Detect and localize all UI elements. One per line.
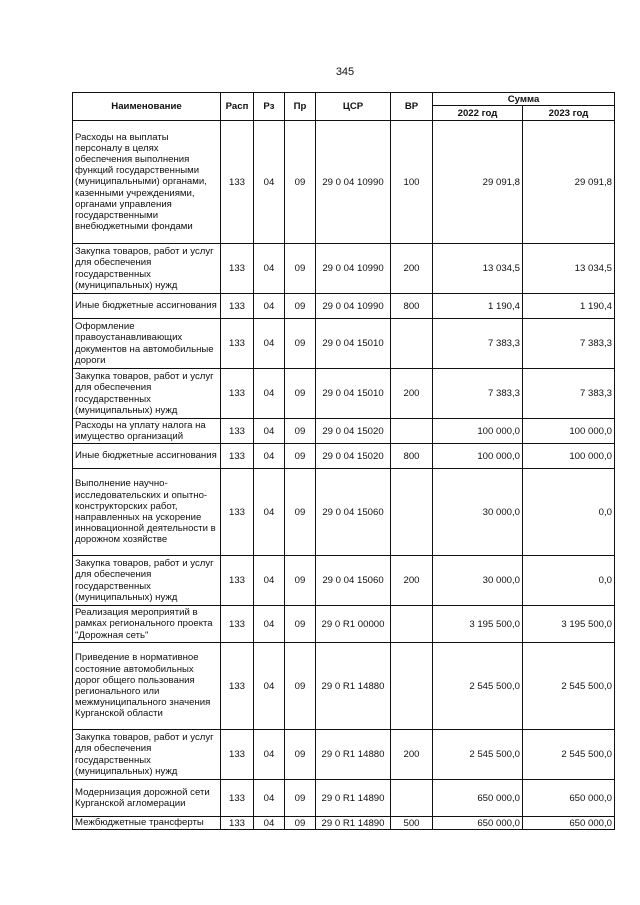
table-body	[73, 121, 615, 830]
cell-name: Межбюджетные трансферты	[73, 817, 221, 830]
cell-name: Расходы на выплаты персоналу в целях обеспечения выполнения функций государственными (муниципальными) органами, казенными учреждениями, органами управления государственными внебюджетными фондами	[73, 121, 221, 244]
cell-name: Закупка товаров, работ и услуг для обеспечения государственных (муниципальных) нужд	[73, 556, 221, 606]
cell-rz: 04	[254, 469, 285, 556]
cell-name: Закупка товаров, работ и услуг для обеспечения государственных (муниципальных) нужд	[73, 730, 221, 780]
cell-pr: 09	[285, 319, 316, 369]
cell-name: Модернизация дорожной сети Курганской агломерации	[73, 780, 221, 817]
table-row	[73, 369, 615, 419]
cell-vr: 100	[391, 121, 433, 244]
cell-name: Приведение в нормативное состояние автомобильных дорог общего пользования регионального или межмуниципального значения Курганской области	[73, 643, 221, 730]
cell-pr: 09	[285, 369, 316, 419]
cell-sum-2023: 29 091,8	[523, 121, 615, 244]
cell-rz: 04	[254, 444, 285, 469]
cell-rasp: 133	[221, 606, 254, 643]
cell-rz: 04	[254, 780, 285, 817]
cell-sum-2023: 0,0	[523, 469, 615, 556]
cell-name: Оформление правоустанавливающих документов на автомобильные дороги	[73, 319, 221, 369]
cell-rz: 04	[254, 369, 285, 419]
cell-sum-2022: 7 383,3	[433, 369, 523, 419]
table-row	[73, 244, 615, 294]
cell-name: Реализация мероприятий в рамках регионального проекта "Дорожная сеть"	[73, 606, 221, 643]
cell-csr: 29 0 04 15010	[316, 319, 391, 369]
cell-rz: 04	[254, 294, 285, 319]
cell-rasp: 133	[221, 469, 254, 556]
header-rasp: Расп	[221, 93, 254, 121]
table-row	[73, 294, 615, 319]
cell-name: Иные бюджетные ассигнования	[73, 444, 221, 469]
cell-sum-2023: 2 545 500,0	[523, 730, 615, 780]
header-pr: Пр	[285, 93, 316, 121]
cell-csr: 29 0 04 15020	[316, 444, 391, 469]
cell-pr: 09	[285, 444, 316, 469]
cell-pr: 09	[285, 556, 316, 606]
cell-rz: 04	[254, 319, 285, 369]
table-row	[73, 730, 615, 780]
budget-table	[72, 92, 615, 830]
cell-rasp: 133	[221, 294, 254, 319]
cell-rz: 04	[254, 643, 285, 730]
cell-sum-2023: 650 000,0	[523, 817, 615, 830]
cell-sum-2023: 7 383,3	[523, 319, 615, 369]
cell-pr: 09	[285, 780, 316, 817]
cell-sum-2022: 650 000,0	[433, 817, 523, 830]
cell-csr: 29 0 R1 14880	[316, 730, 391, 780]
cell-csr: 29 0 R1 14890	[316, 780, 391, 817]
cell-pr: 09	[285, 419, 316, 444]
cell-rasp: 133	[221, 817, 254, 830]
cell-sum-2022: 100 000,0	[433, 444, 523, 469]
cell-csr: 29 0 04 10990	[316, 294, 391, 319]
cell-csr: 29 0 04 10990	[316, 244, 391, 294]
cell-pr: 09	[285, 294, 316, 319]
cell-name: Закупка товаров, работ и услуг для обеспечения государственных (муниципальных) нужд	[73, 244, 221, 294]
cell-vr: 500	[391, 817, 433, 830]
cell-vr: 200	[391, 244, 433, 294]
cell-name: Выполнение научно-исследовательских и опытно-конструкторских работ, направленных на ускорение инновационной деятельности в дорожном хозяйстве	[73, 469, 221, 556]
table-row	[73, 419, 615, 444]
header-vr: ВР	[391, 93, 433, 121]
cell-pr: 09	[285, 606, 316, 643]
cell-pr: 09	[285, 121, 316, 244]
cell-sum-2023: 3 195 500,0	[523, 606, 615, 643]
cell-name: Закупка товаров, работ и услуг для обеспечения государственных (муниципальных) нужд	[73, 369, 221, 419]
cell-name: Иные бюджетные ассигнования	[73, 294, 221, 319]
cell-sum-2023: 0,0	[523, 556, 615, 606]
cell-sum-2023: 2 545 500,0	[523, 643, 615, 730]
cell-sum-2022: 13 034,5	[433, 244, 523, 294]
cell-rasp: 133	[221, 419, 254, 444]
cell-vr	[391, 469, 433, 556]
table-row	[73, 643, 615, 730]
cell-rasp: 133	[221, 556, 254, 606]
table-row	[73, 121, 615, 244]
cell-sum-2022: 2 545 500,0	[433, 730, 523, 780]
cell-csr: 29 0 R1 14890	[316, 817, 391, 830]
page-number: 345	[335, 66, 355, 78]
cell-csr: 29 0 04 15020	[316, 419, 391, 444]
cell-rasp: 133	[221, 444, 254, 469]
cell-sum-2022: 29 091,8	[433, 121, 523, 244]
cell-vr: 200	[391, 369, 433, 419]
cell-vr: 200	[391, 556, 433, 606]
cell-rz: 04	[254, 817, 285, 830]
cell-sum-2022: 1 190,4	[433, 294, 523, 319]
cell-rz: 04	[254, 730, 285, 780]
cell-vr: 200	[391, 730, 433, 780]
cell-vr	[391, 643, 433, 730]
cell-rz: 04	[254, 606, 285, 643]
cell-csr: 29 0 04 15060	[316, 556, 391, 606]
cell-rz: 04	[254, 244, 285, 294]
table-header	[73, 93, 615, 121]
cell-rasp: 133	[221, 643, 254, 730]
cell-pr: 09	[285, 244, 316, 294]
cell-sum-2022: 7 383,3	[433, 319, 523, 369]
header-year-2023: 2023 год	[523, 106, 615, 121]
cell-sum-2023: 650 000,0	[523, 780, 615, 817]
table-row	[73, 780, 615, 817]
cell-rz: 04	[254, 556, 285, 606]
cell-sum-2022: 3 195 500,0	[433, 606, 523, 643]
table-row	[73, 556, 615, 606]
table-row	[73, 444, 615, 469]
cell-rasp: 133	[221, 369, 254, 419]
cell-sum-2022: 100 000,0	[433, 419, 523, 444]
cell-vr	[391, 319, 433, 369]
cell-vr	[391, 780, 433, 817]
cell-csr: 29 0 R1 00000	[316, 606, 391, 643]
cell-rz: 04	[254, 419, 285, 444]
cell-pr: 09	[285, 643, 316, 730]
cell-sum-2023: 100 000,0	[523, 444, 615, 469]
cell-vr	[391, 606, 433, 643]
cell-rasp: 133	[221, 121, 254, 244]
header-csr: ЦСР	[316, 93, 391, 121]
cell-csr: 29 0 R1 14880	[316, 643, 391, 730]
header-name: Наименование	[73, 93, 221, 121]
cell-rz: 04	[254, 121, 285, 244]
cell-rasp: 133	[221, 730, 254, 780]
cell-vr	[391, 419, 433, 444]
cell-sum-2023: 13 034,5	[523, 244, 615, 294]
cell-pr: 09	[285, 817, 316, 830]
table-row	[73, 469, 615, 556]
cell-sum-2022: 650 000,0	[433, 780, 523, 817]
table-row	[73, 817, 615, 830]
cell-sum-2023: 100 000,0	[523, 419, 615, 444]
cell-rasp: 133	[221, 319, 254, 369]
cell-pr: 09	[285, 730, 316, 780]
cell-csr: 29 0 04 15060	[316, 469, 391, 556]
cell-sum-2022: 2 545 500,0	[433, 643, 523, 730]
cell-name: Расходы на уплату налога на имущество организаций	[73, 419, 221, 444]
cell-sum-2023: 1 190,4	[523, 294, 615, 319]
cell-pr: 09	[285, 469, 316, 556]
table-row	[73, 606, 615, 643]
cell-sum-2023: 7 383,3	[523, 369, 615, 419]
header-sum: Сумма	[433, 93, 615, 106]
table-row	[73, 319, 615, 369]
cell-vr: 800	[391, 294, 433, 319]
cell-vr: 800	[391, 444, 433, 469]
cell-csr: 29 0 04 10990	[316, 121, 391, 244]
cell-sum-2022: 30 000,0	[433, 469, 523, 556]
header-rz: Рз	[254, 93, 285, 121]
cell-csr: 29 0 04 15010	[316, 369, 391, 419]
header-year-2022: 2022 год	[433, 106, 523, 121]
cell-sum-2022: 30 000,0	[433, 556, 523, 606]
cell-rasp: 133	[221, 244, 254, 294]
cell-rasp: 133	[221, 780, 254, 817]
